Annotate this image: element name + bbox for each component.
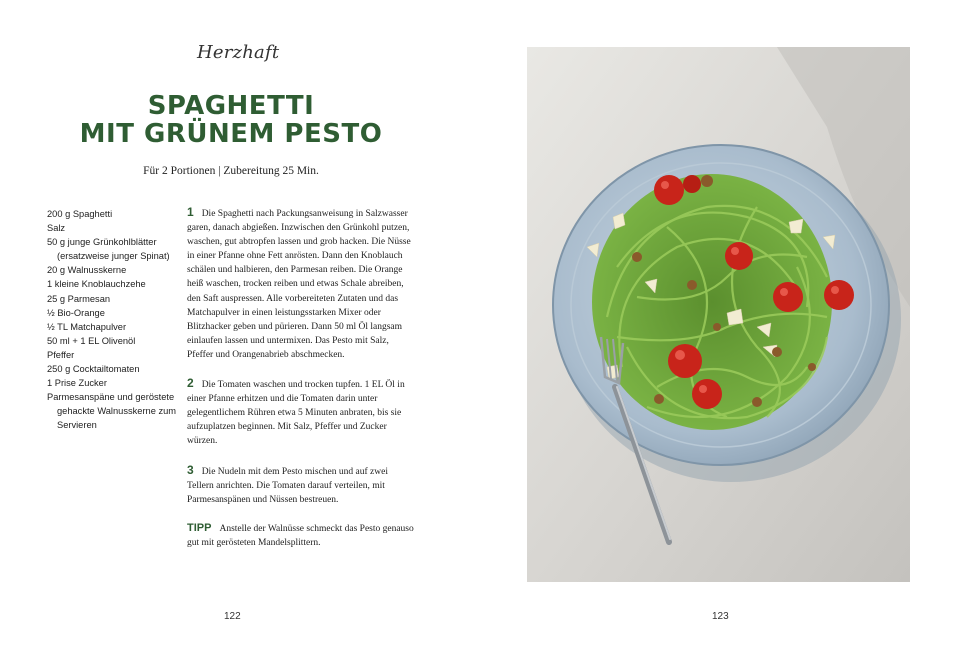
tip-text: Anstelle der Walnüsse schmeckt das Pesto genauso gut mit gerösteten Mandelsplittern. <box>187 523 414 548</box>
ingredient-list <box>47 207 177 433</box>
recipe-photo <box>527 47 910 582</box>
step-number: 1 <box>187 205 194 219</box>
ingredient-item: 25 g Parmesan <box>47 293 111 304</box>
ingredient-item: 200 g Spaghetti <box>47 209 113 219</box>
recipe-title <box>0 92 462 148</box>
page-number-left: 122 <box>224 611 241 622</box>
ingredient-item: Servieren <box>57 420 97 431</box>
ingredient-item: Pfeffer <box>47 349 75 360</box>
step-2 <box>187 376 415 448</box>
ingredient-item: 50 g junge Grünkohlblätter <box>47 237 157 248</box>
step-3 <box>187 463 415 507</box>
title-line-2: MIT GRÜNEM PESTO <box>79 119 383 149</box>
ingredient-item: 1 kleine Knoblauchzehe <box>47 279 146 290</box>
ingredient-item: 250 g Cocktailtomaten <box>47 364 140 375</box>
ingredient-item: Salz <box>47 223 66 234</box>
step-number: 2 <box>187 376 194 391</box>
step-number: 3 <box>187 462 194 477</box>
step-text: Die Tomaten waschen und trocken tupfen. 1 EL Öl in einer Pfanne erhitzen und die Tomaten darin unter gelegentlichem Rühren etwa 5 Minuten anbraten, bis sie aufzuplatzen beginnen. Mit Salz, Pfeffer und Zucker würzen. <box>187 380 405 447</box>
instruction-steps <box>187 205 415 564</box>
ingredient-item: 20 g Walnusskerne <box>47 265 127 276</box>
tip-box <box>187 521 415 550</box>
title-line-1: SPAGHETTI <box>147 91 315 121</box>
ingredient-item: 1 Prise Zucker <box>47 378 107 389</box>
page-number-right: 123 <box>712 611 729 622</box>
tip-label: TIPP <box>187 521 212 534</box>
ingredient-item: ½ Bio-Orange <box>47 307 105 318</box>
ingredient-item: Parmesanspäne und geröstete <box>47 392 175 403</box>
step-text: Die Spaghetti nach Packungsanweisung in Salzwasser garen, danach abgießen. Inzwischen den Grünkohl putzen, waschen, gut abtropfen lassen und grob hacken. Die Nüsse in einer Pfanne ohne Fett anrösten. Dann den Knoblauch schälen und halbieren, den Parmesan reiben. Die Orange heiß waschen, trocken reiben und etwas Schale abreiben, den Saft auspressen. Alle vorbereiteten Zutaten und das Matchapulver in einen leistungsstarken Mixer oder Blitzhacker geben und pürieren. Dann 50 ml Öl langsam einlaufen lassen und untermixen. Das Pesto mit Salz, Pfeffer und Orangenabrieb abschmecken. <box>187 209 411 360</box>
category-label: Herzhaft <box>197 42 280 63</box>
ingredient-item: (ersatzweise junger Spinat) <box>57 251 170 262</box>
ingredient-item: ½ TL Matchapulver <box>47 321 127 332</box>
servings-time: Für 2 Portionen | Zubereitung 25 Min. <box>143 165 319 177</box>
ingredient-item: 50 ml + 1 EL Olivenöl <box>47 335 136 346</box>
step-1 <box>187 205 415 362</box>
ingredient-item: gehackte Walnusskerne zum <box>57 406 177 417</box>
step-text: Die Nudeln mit dem Pesto mischen und auf zwei Tellern anrichten. Die Tomaten darauf verteilen, mit Parmesanspänen und Nüssen bestreuen. <box>187 466 388 505</box>
